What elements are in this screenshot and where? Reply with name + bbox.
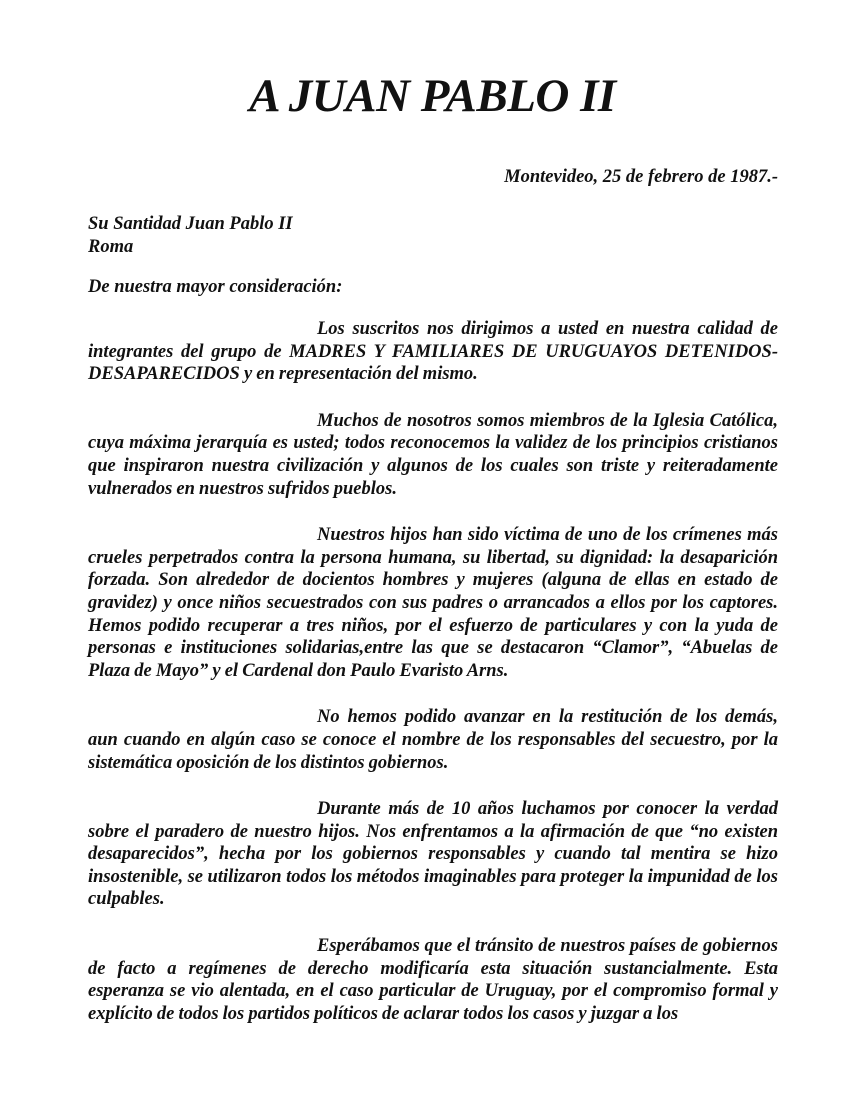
recipient-city: Roma [88,236,134,257]
letter-body [88,318,778,1049]
body-paragraph: No hemos podido avanzar en la restitución de los demás, aun cuando en algún caso se conoce el nombre de los responsables del secuestro, por la sistemática oposición de los distintos gobiernos. [88,707,778,773]
recipient-name: Su Santidad Juan Pablo II [88,214,293,234]
recipient-block [88,213,293,258]
body-paragraph: Los suscritos nos dirigimos a usted en nuestra calidad de integrantes del grupo de MADRES Y FAMILIARES DE URUGUAYOS DETENIDOS-DESAPARECIDOS y en representación del mismo. [88,319,778,385]
salutation: De nuestra mayor consideración: [88,277,343,297]
body-paragraph: Nuestros hijos han sido víctima de uno de los crímenes más crueles perpetrados contra la persona humana, su libertad, su dignidad: la desaparición forzada. Son alrededor de docientos hombres y mujeres (alguna de ellas en estado de gravidez) y once niños secuestrados con sus padres o arrancados a ellos por los captores. Hemos podido recuperar a tres niños, por el esfuerzo de particulares y con la yuda de personas e instituciones solidarias,entre las que se destacaron “Clamor”, “Abuelas de Plaza de Mayo” y el Cardenal don Paulo Evaristo Arns. [88,525,778,681]
body-paragraph: Esperábamos que el tránsito de nuestros países de gobiernos de facto a regímenes de derecho modificaría esta situación sustancialmente. Esta esperanza se vio alentada, en el caso particular de Uruguay, por el compromiso formal y explícito de todos los partidos políticos de aclarar todos los casos y juzgar a los [88,936,778,1024]
letter-title: A JUAN PABLO II [249,70,616,122]
dateline: Montevideo, 25 de febrero de 1987.- [504,167,778,187]
body-paragraph: Muchos de nosotros somos miembros de la Iglesia Católica, cuya máxima jerarquía es usted; todos reconocemos la validez de los principios cristianos que inspiraron nuestra civilización y algunos de los cuales son triste y reiteradamente vulnerados en nuestros sufridos pueblos. [88,410,778,499]
body-paragraph: Durante más de 10 años luchamos por conocer la verdad sobre el paradero de nuestro hijos. Nos enfrentamos a la afirmación de que “no existen desaparecidos”, hecha por los gobiernos responsables y cuando tal mentira se hizo insostenible, se utilizaron todos los métodos imaginables para proteger la impunidad de los culpables. [88,799,778,910]
